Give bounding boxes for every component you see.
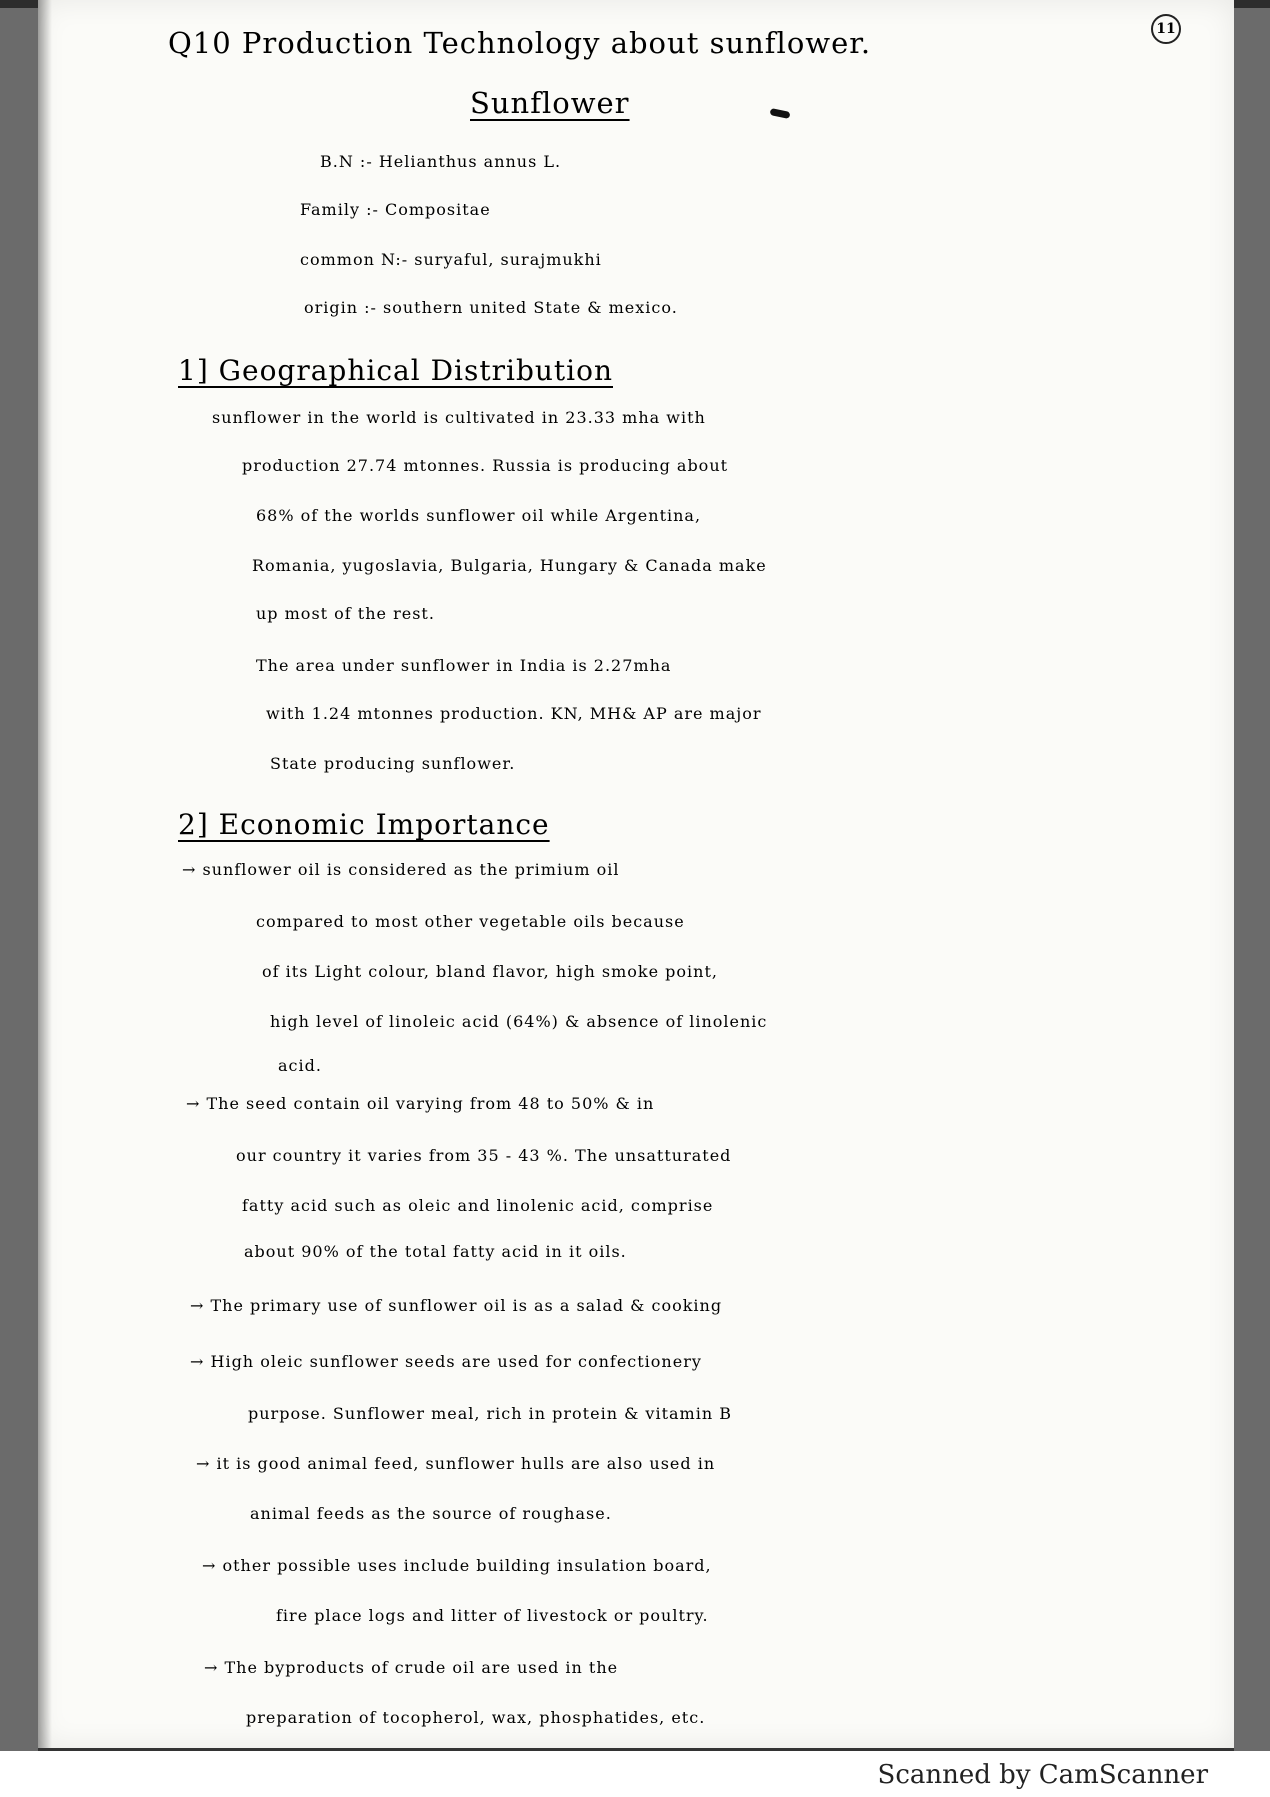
eco-line-3: of its Light colour, bland flavor, high smoke point, <box>262 962 718 981</box>
section-economic-title: 2] Economic Importance <box>178 808 550 841</box>
eco-line-4: high level of linoleic acid (64%) & absence of linolenic <box>270 1012 768 1031</box>
eco-line-12: purpose. Sunflower meal, rich in protein & vitamin B <box>248 1404 732 1423</box>
family-name: Family :- Compositae <box>300 200 491 219</box>
eco-line-6: → The seed contain oil varying from 48 to 50% & in <box>186 1094 655 1113</box>
question-heading: Q10 Production Technology about sunflower. <box>168 26 872 60</box>
eco-line-2: compared to most other vegetable oils because <box>256 912 685 931</box>
geo-line-8: State producing sunflower. <box>270 754 516 773</box>
page-number: 11 <box>1151 14 1181 44</box>
eco-line-18: preparation of tocopherol, wax, phosphatides, etc. <box>246 1708 706 1727</box>
eco-line-1: → sunflower oil is considered as the primium oil <box>182 860 620 879</box>
geo-line-7: with 1.24 mtonnes production. KN, MH& AP are major <box>266 704 762 723</box>
eco-line-14: animal feeds as the source of roughase. <box>250 1504 612 1523</box>
section-geographical-title: 1] Geographical Distribution <box>178 354 613 387</box>
geo-line-6: The area under sunflower in India is 2.27mha <box>256 656 672 675</box>
geo-line-1: sunflower in the world is cultivated in 23.33 mha with <box>212 408 706 427</box>
eco-line-15: → other possible uses include building insulation board, <box>202 1556 712 1575</box>
eco-line-5: acid. <box>278 1056 322 1075</box>
origin: origin :- southern united State & mexico. <box>304 298 678 317</box>
common-name: common N:- suryaful, surajmukhi <box>300 250 602 269</box>
page-shadow <box>38 0 52 1748</box>
geo-line-4: Romania, yugoslavia, Bulgaria, Hungary & Canada make <box>252 556 767 575</box>
botanical-name: B.N :- Helianthus annus L. <box>320 152 562 171</box>
eco-line-8: fatty acid such as oleic and linolenic acid, comprise <box>242 1196 714 1215</box>
scanner-watermark: Scanned by CamScanner <box>877 1760 1208 1790</box>
geo-line-3: 68% of the worlds sunflower oil while Argentina, <box>256 506 702 525</box>
geo-line-5: up most of the rest. <box>256 604 435 623</box>
eco-line-13: → it is good animal feed, sunflower hulls are also used in <box>196 1454 716 1473</box>
geo-line-2: production 27.74 mtonnes. Russia is producing about <box>242 456 729 475</box>
eco-line-7: our country it varies from 35 - 43 %. The unsatturated <box>236 1146 732 1165</box>
eco-line-16: fire place logs and litter of livestock or poultry. <box>276 1606 709 1625</box>
eco-line-11: → High oleic sunflower seeds are used for confectionery <box>190 1352 702 1371</box>
eco-line-9: about 90% of the total fatty acid in it oils. <box>244 1242 627 1261</box>
eco-line-10: → The primary use of sunflower oil is as a salad & cooking <box>190 1296 723 1315</box>
page-title: Sunflower <box>470 86 630 120</box>
eco-line-17: → The byproducts of crude oil are used in the <box>204 1658 619 1677</box>
